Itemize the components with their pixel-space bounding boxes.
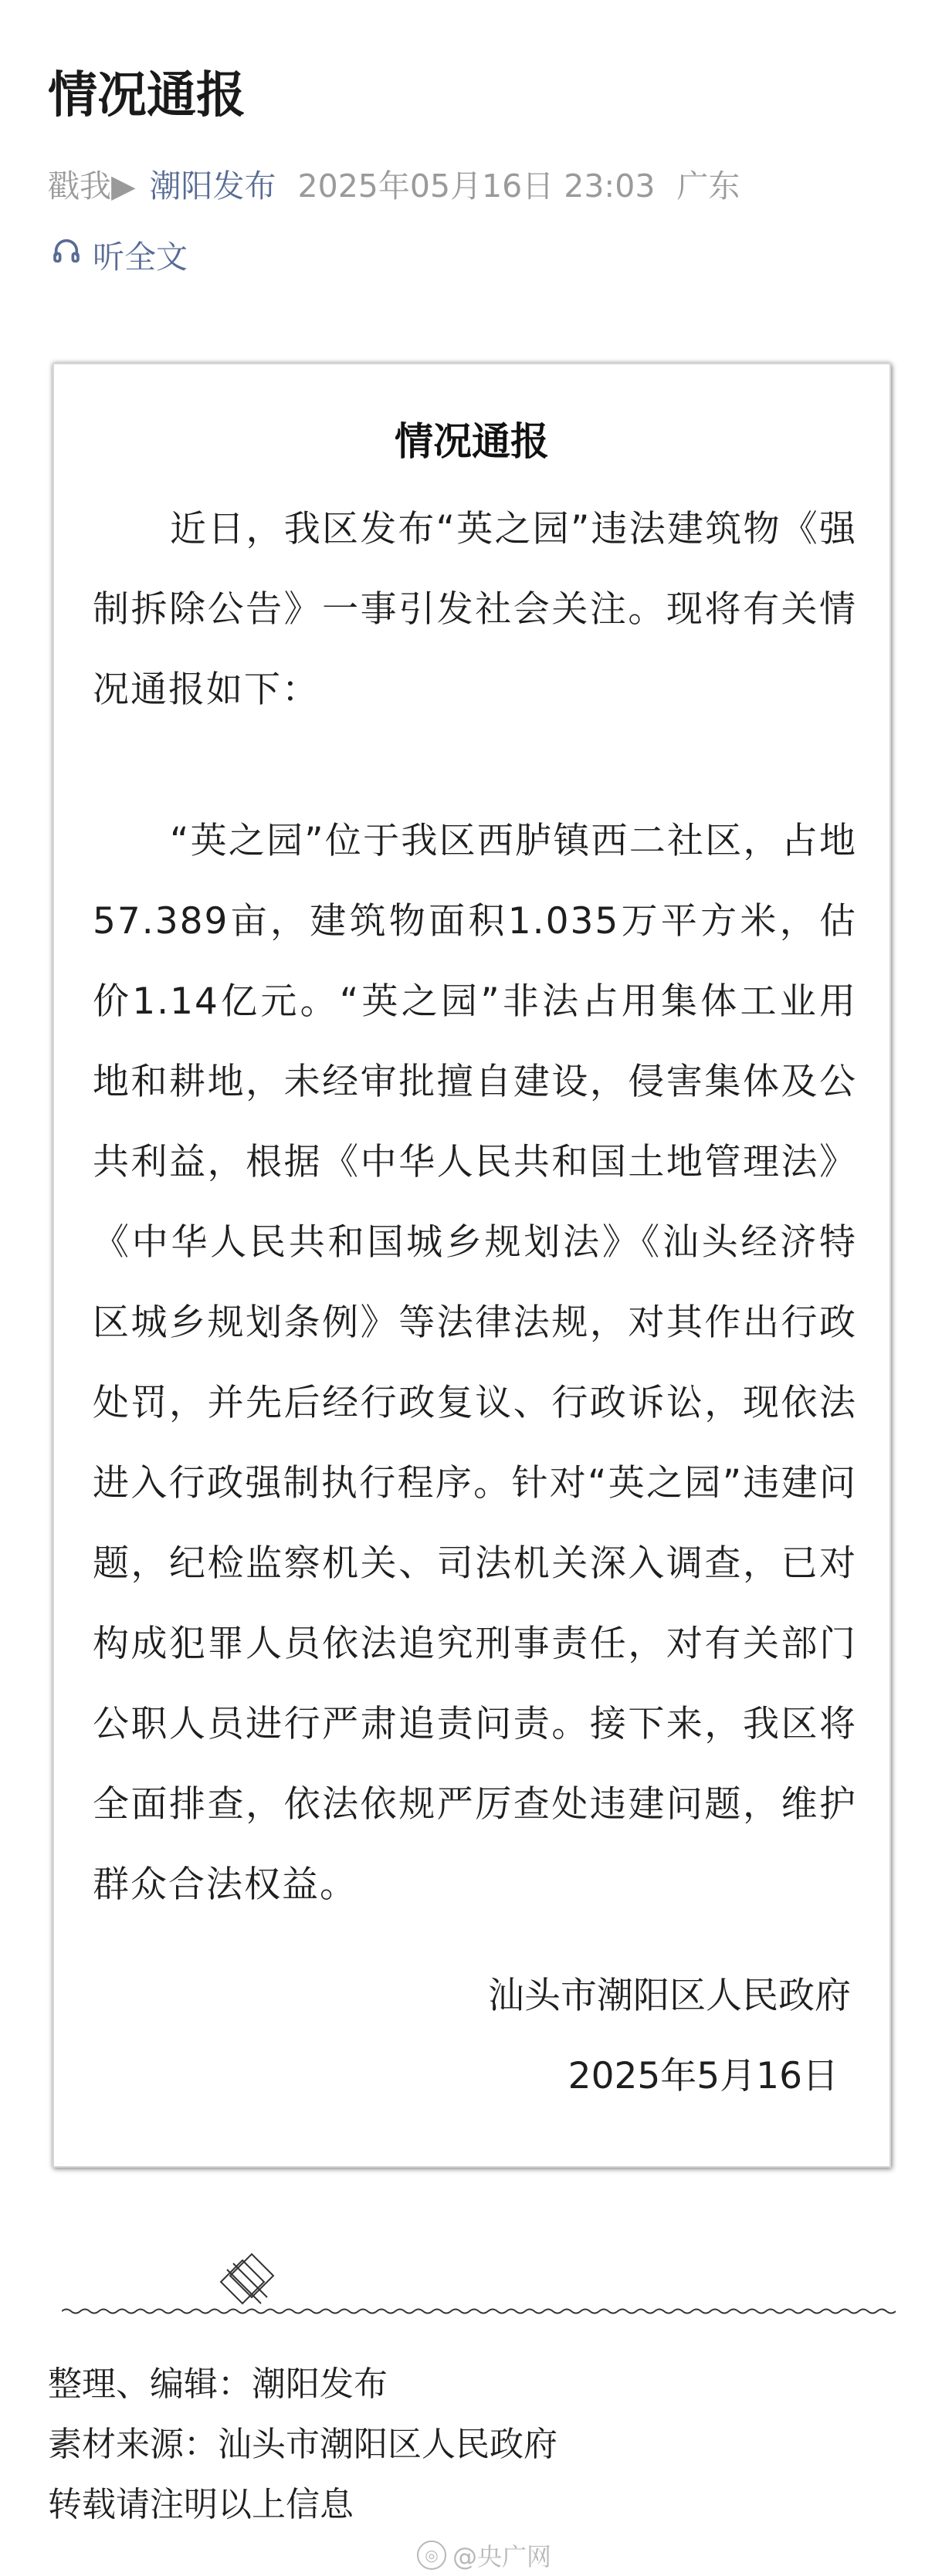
- article-footer: [48, 2354, 557, 2535]
- watermark: [417, 2537, 551, 2573]
- notice-date: 2025年5月16日: [568, 2055, 839, 2097]
- ornament-divider-icon: [62, 2246, 896, 2324]
- notice-signature: 汕头市潮阳区人民政府: [488, 1975, 851, 2017]
- watermark-text: @央广网: [452, 2542, 552, 2571]
- account-name-link[interactable]: 潮阳发布: [149, 168, 276, 205]
- notice-paragraph-body: “英之园”位于我区西胪镇西二社区，占地57.389亩，建筑物面积1.035万平方米，估价1.14亿元。“英之园”非法占用集体工业用地和耕地，未经审批擅自建设，侵害集体及公共利益，根据《中华人民共和国土地管理法》《中华人民共和国城乡规划法》《汕头经济特区城乡规划条例》等法律法规，对其作出行政处罚，并先后经行政复议、行政诉讼，现依法进入行政强制执行程序。针对“英之园”违建问题，纪检监察机关、司法机关深入调查，已对构成犯罪人员依法追究刑事责任，对有关部门公职人员进行严肃追责问责。接下来，我区将全面排查，依法依规严厉查处违建问题，维护群众合法权益。: [93, 820, 857, 1906]
- tap-me-link[interactable]: 戳我▶: [48, 168, 136, 205]
- notice-title: 情况通报: [395, 419, 549, 464]
- weibo-logo-icon: ◎: [417, 2540, 446, 2570]
- listen-full-text-button[interactable]: [51, 232, 188, 277]
- footer-editor: 整理、编辑：潮阳发布: [48, 2364, 388, 2404]
- listen-label: 听全文: [93, 239, 188, 276]
- notice-paragraph-intro: 近日，我区发布“英之园”违法建筑物《强制拆除公告》一事引发社会关注。现将有关情况通报如下：: [93, 508, 857, 711]
- publish-location: 广东: [676, 168, 740, 205]
- publish-datetime: 2025年05月16日 23:03: [297, 168, 656, 205]
- notice-image: [53, 363, 891, 2168]
- footer-repost-note: 转载请注明以上信息: [48, 2485, 354, 2524]
- article-meta: [48, 161, 740, 206]
- page-title: 情况通报: [48, 67, 246, 124]
- headphones-icon: [51, 235, 93, 274]
- footer-source: 素材来源：汕头市潮阳区人民政府: [48, 2425, 557, 2464]
